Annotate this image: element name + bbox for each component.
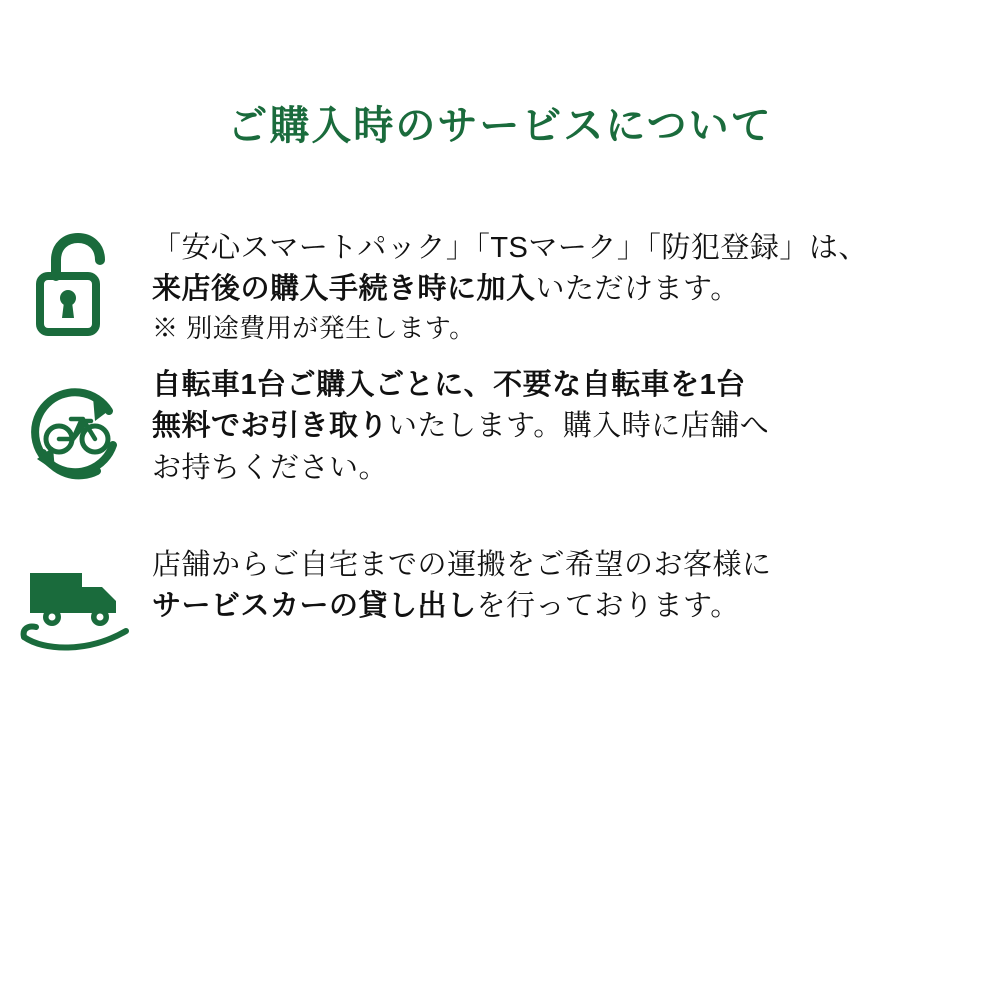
line-2-tail: いただけます。	[535, 273, 740, 306]
service-item-insurance	[0, 228, 1000, 347]
line-2-tail: いたします。購入時に店舗へ	[388, 410, 770, 443]
line-3: お持ちください。	[152, 451, 389, 484]
service-item-bike-takeback	[0, 365, 1000, 493]
line-2-bold: 来店後の購入手続き時に加入	[152, 273, 536, 306]
bicycle-recycle-icon	[0, 365, 152, 493]
line-2-bold: サービスカーの貸し出し	[152, 590, 477, 623]
line-2	[152, 269, 868, 310]
line-2-tail: を行っております。	[476, 590, 740, 623]
line-2-bold: 無料でお引き取り	[152, 410, 389, 443]
page-title: ご購入時のサービスについて	[227, 104, 773, 148]
line-1: 店舗からご自宅までの運搬をご希望のお客様に	[152, 549, 772, 582]
delivery-truck-hand-icon	[0, 545, 152, 659]
line-1: 「安心スマートパック」「TSマーク」「防犯登録」は、	[152, 232, 868, 264]
service-item-service-car-text	[152, 545, 820, 627]
service-item-bike-takeback-text	[152, 365, 817, 489]
service-item-insurance-text	[152, 228, 916, 347]
line-2	[152, 406, 769, 447]
line-1: 自転車1台ご購入ごとに、不要な自転車を1台	[152, 369, 746, 402]
open-padlock-icon	[0, 228, 152, 340]
service-item-service-car	[0, 545, 1000, 659]
line-2	[152, 586, 772, 627]
service-list	[0, 228, 1000, 659]
line-3-note: ※ 別途費用が発生します。	[152, 313, 476, 344]
